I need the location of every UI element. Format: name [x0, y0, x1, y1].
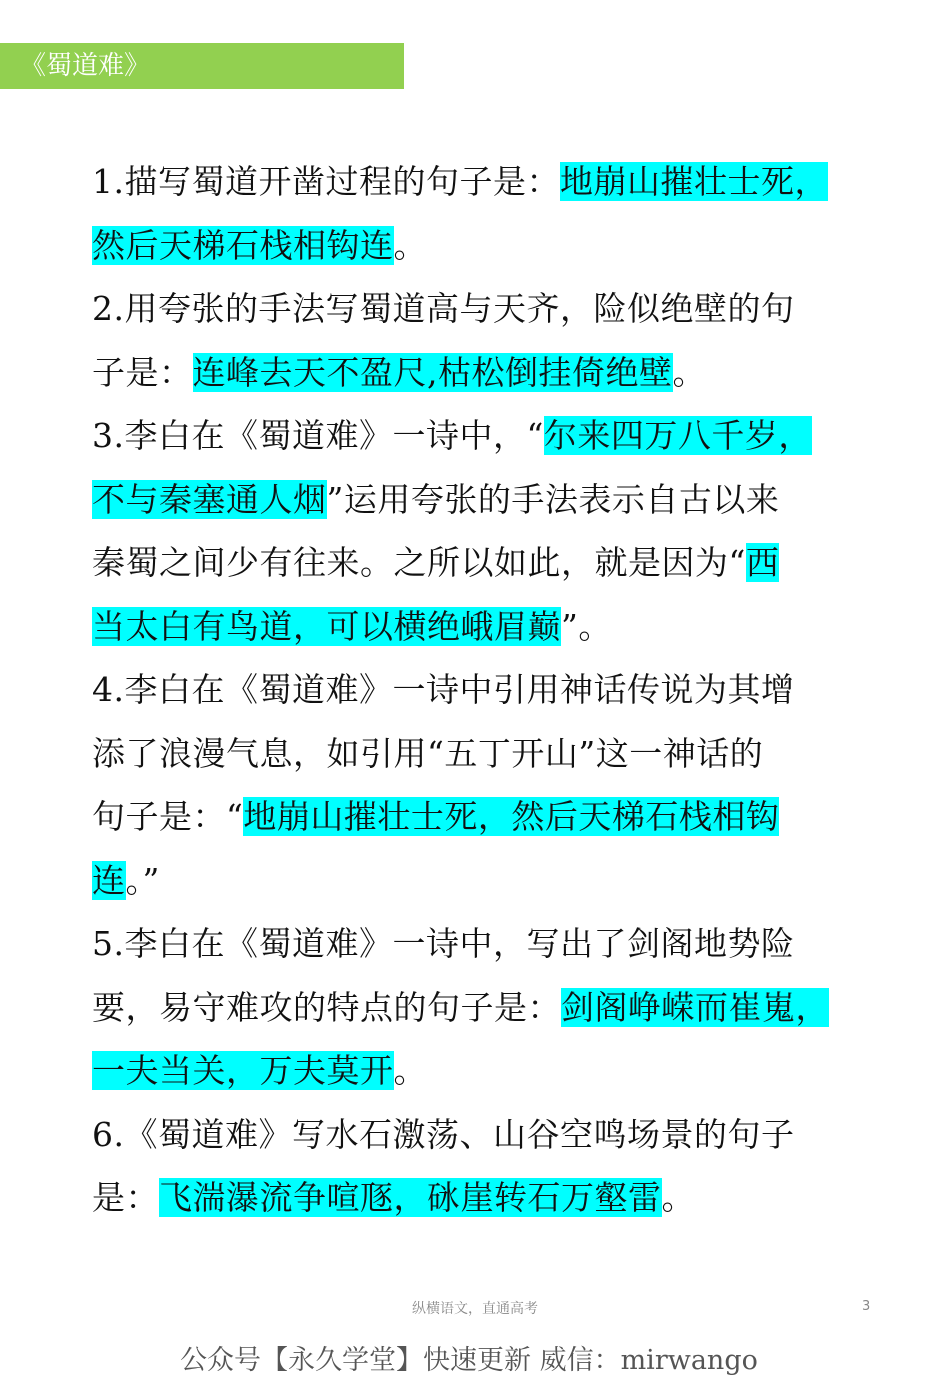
- highlighted-answer: 飞湍瀑流争喧豗，砯崖转石万壑雷: [159, 1178, 662, 1217]
- text-line: [92, 595, 872, 659]
- text-line: [92, 1166, 872, 1230]
- text-line: [92, 404, 872, 468]
- text-segment: 子是：: [92, 352, 193, 392]
- text-line: [92, 849, 872, 913]
- text-line: [92, 1039, 872, 1103]
- text-line: [92, 468, 872, 532]
- highlighted-answer: 连: [92, 860, 126, 900]
- highlighted-answer: 一夫当关，万夫莫开: [92, 1051, 394, 1090]
- text-segment: 6.《蜀道难》写水石激荡、山谷空鸣场景的句子: [92, 1114, 795, 1154]
- text-segment: ”。: [561, 606, 612, 646]
- question-list: [92, 150, 872, 1230]
- text-segment: 。: [672, 352, 706, 392]
- section-title: 《蜀道难》: [20, 51, 151, 81]
- text-segment: 4.李白在《蜀道难》一诗中引用神话传说为其增: [92, 670, 795, 709]
- text-line: [92, 912, 872, 976]
- highlighted-answer: 尔来四万八千岁，: [543, 416, 812, 455]
- highlighted-answer: 地崩山摧壮士死，: [560, 162, 828, 201]
- highlighted-answer: 连峰去天不盈尺,枯松倒挂倚绝壁: [192, 352, 673, 392]
- text-line: [92, 976, 872, 1040]
- text-segment: 。: [393, 1051, 427, 1090]
- text-segment: 秦蜀之间少有往来。之所以如此，就是因为“: [92, 543, 746, 582]
- text-line: [92, 531, 872, 595]
- promo-line: 公众号【永久学堂】快速更新 威信：mirwango: [180, 1345, 758, 1376]
- text-segment: 要，易守难攻的特点的句子是：: [92, 987, 561, 1027]
- section-title-bar: [0, 43, 404, 89]
- text-segment: 。: [661, 1178, 695, 1217]
- highlighted-answer: 然后天梯石栈相钩连: [92, 225, 394, 265]
- highlighted-answer: 当太白有鸟道，可以横绝峨眉巅: [92, 606, 561, 646]
- text-line: [92, 214, 872, 278]
- text-segment: 。”: [125, 860, 160, 900]
- text-segment: 添了浪漫气息，如引用“五丁开山”这一神话的: [92, 733, 764, 773]
- text-segment: 2.用夸张的手法写蜀道高与天齐，险似绝壁的句: [92, 289, 795, 328]
- text-segment: 是：: [92, 1178, 159, 1217]
- page-number: 3: [862, 1299, 871, 1314]
- text-line: [92, 1103, 872, 1167]
- text-segment: ”运用夸张的手法表示自古以来: [326, 479, 780, 519]
- highlighted-answer: 西: [745, 543, 780, 582]
- text-segment: 句子是：“: [92, 797, 244, 836]
- highlighted-answer: 不与秦塞通人烟: [92, 479, 327, 519]
- text-line: [92, 150, 872, 214]
- highlighted-answer: 剑阁峥嵘而崔嵬，: [561, 987, 829, 1027]
- footer-slogan: 纵横语文，直通高考: [412, 1301, 538, 1317]
- text-line: [92, 785, 872, 849]
- text-segment: 。: [393, 225, 427, 265]
- text-segment: 1.描写蜀道开凿过程的句子是：: [92, 162, 560, 201]
- text-line: [92, 722, 872, 786]
- text-segment: 3.李白在《蜀道难》一诗中，“: [92, 416, 544, 455]
- highlighted-answer: 地崩山摧壮士死，然后天梯石栈相钩: [243, 797, 780, 836]
- text-segment: 5.李白在《蜀道难》一诗中，写出了剑阁地势险: [92, 924, 795, 963]
- text-line: [92, 658, 872, 722]
- text-line: [92, 277, 872, 341]
- text-line: [92, 341, 872, 405]
